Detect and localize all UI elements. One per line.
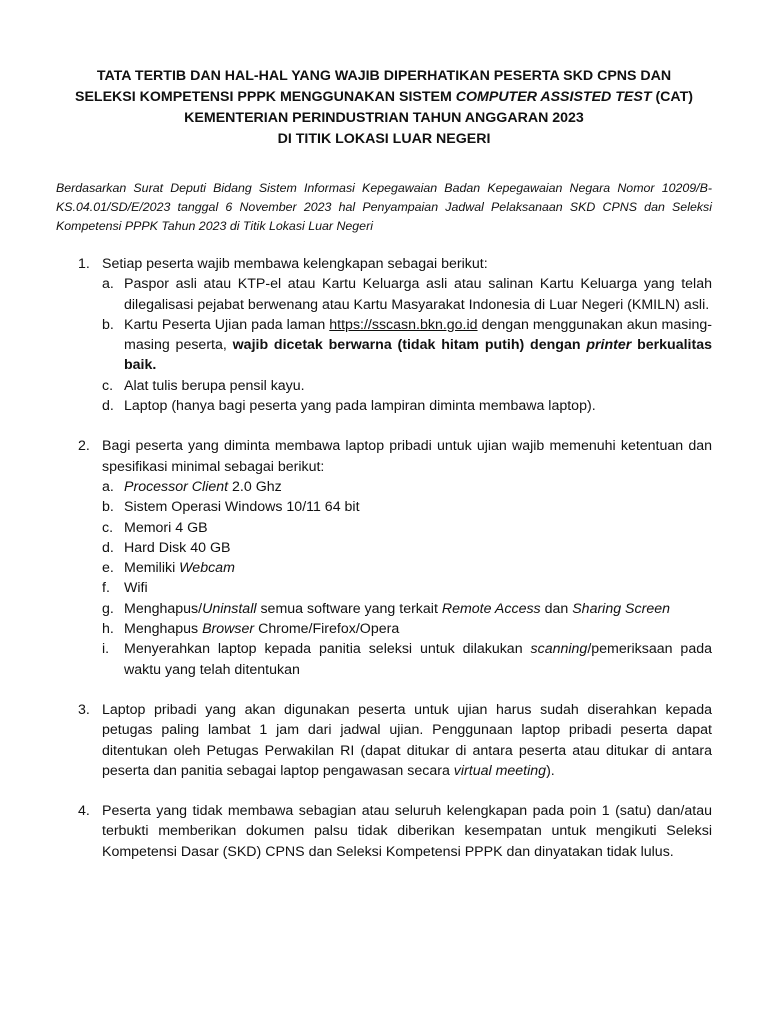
sub-text: Alat tulis berupa pensil kayu. (124, 377, 305, 394)
sub-item-2f (102, 578, 712, 598)
sub-letter: d. (102, 398, 114, 415)
sub-item-1a (102, 274, 712, 315)
intro-paragraph: Berdasarkan Surat Deputi Bidang Sistem Informasi Kepegawaian Badan Kepegawaian Negara Nomor 10209/B-KS.04.01/SD/E/2023 tanggal 6 November 2023 hal Penyampaian Jadwal Pelaksanaan SKD CPNS dan Seleksi Kompetensi PPPK Tahun 2023 di Titik Lokasi Luar Negeri (56, 181, 712, 233)
sub-letter: b. (102, 499, 114, 516)
rule-number: 3. (78, 701, 90, 718)
rule-item-2 (56, 436, 712, 680)
sub-text: Paspor asli atau KTP-el atau Kartu Keluarga asli atau salinan Kartu Keluarga yang telah dilegalisasi pejabat berwenang atau Kartu Masyarakat Indonesia di Luar Negeri (KMILN) asli. (124, 276, 712, 313)
title-line-1: TATA TERTIB DAN HAL-HAL YANG WAJIB DIPERHATIKAN PESERTA SKD CPNS DAN (96, 68, 672, 84)
sscasn-link[interactable]: https://sscasn.bkn.go.id (329, 316, 478, 333)
sub-letter: c. (102, 519, 114, 536)
sub-letter: f. (102, 580, 110, 597)
rule-number: 1. (78, 256, 90, 272)
sub-letter: i. (102, 641, 110, 658)
sub-item-1d (102, 396, 712, 416)
sub-letter: h. (102, 621, 114, 638)
rule-text: Setiap peserta wajib membawa kelengkapan sebagai berikut: (102, 256, 488, 272)
sub-item-2i: i. Menyerahkan laptop kepada panitia seleksi untuk dilakukan scanning/pemeriksaan pada waktu yang telah ditentukan (102, 641, 712, 678)
sub-letter: g. (102, 600, 114, 617)
sub-item-2b (102, 497, 712, 517)
sub-item-2g: g. Menghapus/Uninstall semua software yang terkait Remote Access dan Sharing Screen (102, 599, 712, 619)
sub-text: Sistem Operasi Windows 10/11 64 bit (124, 499, 360, 516)
sub-item-2e: e. Memiliki Webcam (102, 558, 712, 578)
sub-letter: e. (102, 560, 114, 577)
title-line-4: DI TITIK LOKASI LUAR NEGERI (277, 131, 491, 147)
title-line-2: SELEKSI KOMPETENSI PPPK MENGGUNAKAN SISTEM COMPUTER ASSISTED TEST (CAT) (75, 89, 693, 105)
sub-letter: a. (102, 478, 114, 495)
sub-text: Laptop (hanya bagi peserta yang pada lampiran diminta membawa laptop). (124, 398, 596, 415)
sub-text: Memori 4 GB (124, 519, 208, 536)
rule-item-1 (56, 254, 712, 416)
sub-text: Wifi (124, 580, 148, 597)
sub-item-2c (102, 518, 712, 538)
sub-item-2d (102, 538, 712, 558)
sublist-2 (102, 477, 712, 680)
sub-letter: a. (102, 276, 114, 293)
sub-letter: b. (102, 316, 114, 333)
rules-list (56, 254, 712, 862)
sub-letter: d. (102, 539, 114, 556)
rule-text: Bagi peserta yang diminta membawa laptop pribadi untuk ujian wajib memenuhi ketentuan dan spesifikasi minimal sebagai berikut: (102, 438, 712, 475)
rule-item-4 (56, 801, 712, 862)
rule-number: 2. (78, 438, 90, 455)
sub-item-1c (102, 376, 712, 396)
rule-text: Peserta yang tidak membawa sebagian atau seluruh kelengkapan pada poin 1 (satu) dan/atau terbukti memberikan dokumen palsu tidak diberikan kesempatan untuk mengikuti Seleksi Kompetensi Dasar (SKD) CPNS dan Seleksi Kompetensi PPPK dan dinyatakan tidak lulus. (102, 803, 712, 860)
sublist-1 (102, 274, 712, 416)
sub-text: Hard Disk 40 GB (124, 539, 231, 556)
rule-number: 4. (78, 803, 90, 820)
title-line-3: KEMENTERIAN PERINDUSTRIAN TAHUN ANGGARAN 2023 (184, 110, 584, 126)
document-title (56, 66, 712, 150)
rule-item-3: 3. Laptop pribadi yang akan digunakan peserta untuk ujian harus sudah diserahkan kepada petugas paling lambat 1 jam dari jadwal ujian. Penggunaan laptop pribadi peserta dapat ditentukan oleh Petugas Perwakilan RI (dapat ditukar di antara peserta atau ditukar di antara peserta dan panitia sebagai laptop pengawasan secara virtual meeting). (78, 701, 712, 779)
sub-item-2a: a. Processor Client 2.0 Ghz (102, 477, 712, 497)
sub-item-1b: b. Kartu Peserta Ujian pada laman https://sscasn.bkn.go.id dengan menggunakan akun masing-masing peserta, wajib dicetak berwarna (tidak hitam putih) dengan printer berkualitas baik. (102, 316, 712, 374)
sub-letter: c. (102, 377, 114, 394)
sub-item-2h: h. Menghapus Browser Chrome/Firefox/Opera (102, 619, 712, 639)
